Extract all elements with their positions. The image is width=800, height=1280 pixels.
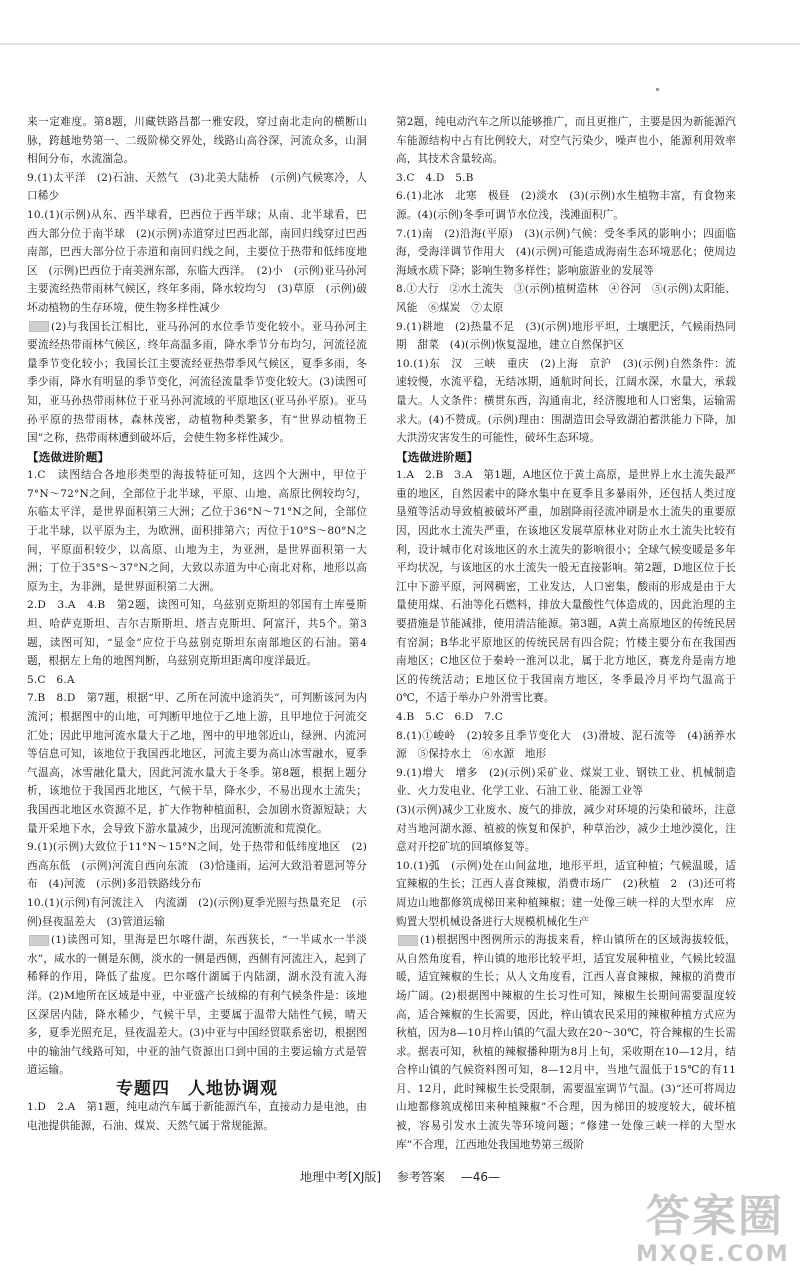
paragraph: 第2题，纯电动汽车之所以能够推广，而且更推广，主要是因为新能源汽车能源结构中占有比例较大，对空气污染少，噪声也小，能源利用效率高，其技术含量较高。 [396, 116, 736, 166]
paragraph [27, 318, 367, 448]
footer-subject: 地理中考[XJ版] [299, 1170, 382, 1184]
paragraph [396, 931, 736, 1154]
paragraph: 来一定难度。第8题，川藏铁路昌都一雅安段，穿过南北走向的横断山脉，跨越地势第一、二级阶梯交界处，线路山高谷深，河流众多，山洞相间分布，水流湍急。 [27, 116, 367, 166]
paragraph: 3.C 4.D 5.B [396, 171, 474, 184]
watermark-logo [606, 1180, 790, 1270]
top-divider [0, 43, 800, 45]
paragraph: 10.(1)弧 (示例)处在山间盆地，地形平坦，适宜种植；气候温暖，适宜辣椒的生长；江西人喜食辣椒，消费市场广 (2)秋植 2 (3)还可将周边山地都修筑成梯田来种植辣椒；建一处像三峡一样的大型水库 应购置大型机械设备进行大规模机械化生产 [396, 859, 736, 928]
paragraph: 8.(1)①峻岭 (2)较多且季节变化大 (3)滑坡、泥石流等 (4)涵养水源 ⑤保持水土 ⑥水源 地形 [396, 729, 736, 761]
paragraph: (3)(示例)减少工业废水、废气的排放，减少对环境的污染和破坏，注意对当地河湖水源、植被的恢复和保护，种草治沙，减少土地沙漠化，注意对开挖矿坑的回填修复等。 [396, 803, 736, 854]
page-number: —46— [460, 1170, 501, 1184]
paragraph: 9.(1)耕地 (2)热量不足 (3)(示例)地形平坦，土壤肥沃，气候雨热同期 甜菜 (4)(示例)恢复湿地，建立自然保护区 [396, 320, 736, 352]
footer-label: 参考答案 [396, 1170, 445, 1184]
paragraph: 9.(1)增大 增多 (2)(示例)采矿业、煤炭工业、钢铁工业、机械制造业、火力发电业、化学工业、石油工业、能源工业等 [396, 766, 736, 798]
speck [656, 88, 659, 91]
paragraph: 10.(1)东 汉 三峡 重庆 (2)上海 京沪 (3)(示例)自然条件：流速较慢，水流平稳，无结冰期，通航时间长，江阔水深，水量大，承载量大。人文条件：横贯东西，沟通南北，经济腹地和人口密集，运输需求大。(4)不赞成。(示例)理由：围湖造田会导致湖泊蓄洪能力下降，加大洪涝灾害发生的可能性，破坏生态环境。 [396, 357, 736, 445]
paragraph-text: (1)根据图中图例所示的海拔来看，梓山镇所在的区域海拔较低，从自然角度看，梓山镇的地形比较平坦，适宜发展种植业，气候比较温暖，适宜辣椒的生长；从人文角度看，江西人喜食辣椒，辣椒的消费市场广阔。(2)根据图中辣椒的生长习性可知，辣椒生长期间需要温度较高，适合辣椒的生长需要，因此，梓山镇农民采用的辣椒种植方式应为秋植，因为8—10月梓山镇的气温大致在20～30℃，符合辣椒的生长需求。据表可知，秋植的辣椒播种期为8月上旬，采收期在10—12月，结合梓山镇的气候资料图可知，8—12月中，当地气温低于15℃的有11月、12月，此时辣椒生长受限制，需要温室调节气温。(3)“还可将周边山地都修筑成梯田来种植辣椒”不合理，因为梯田的坡度较大，破坏植被，容易引发水土流失等环境问题；“修建一处像三峡一样的大型水库”不合理，江西地处我国地势第三级阶 [396, 934, 736, 1151]
paragraph: 10.(1)(示例)有河流注入 内流湖 (2)(示例)夏季光照与热量充足 (示例)昼夜温差大 (3)管道运输 [27, 896, 367, 928]
analysis-tag-icon [29, 321, 49, 332]
paragraph: 6.(1)北冰 北寒 极昼 (2)淡水 (3)(示例)水生植物丰富，有食物来源。(4)(示例)冬季可调节水位浅，浅滩面积广。 [396, 190, 736, 221]
paragraph: 5.C 6.A [27, 673, 75, 686]
analysis-tag-icon [398, 935, 418, 946]
paragraph: 7.B 8.D 第7题，根据“甲、乙所在河流中途消失”，可判断该河为内流河；根据图中的山地，可判断甲地位于乙地上游，且甲地位于河流交汇处；因此甲地河流水量大于乙地，图中的甲地邻近山，绿洲、内流河等信息可知，该地位于我国西北地区，河流主要为高山冰雪融水，夏季气温高，冰雪融化量大，因此河流水量大于冬季。第8题，根据上题分析，该地位于我国西北地区，气候干旱，降水少，不易出现水土流失；我国西北地区水资源不足，扩大作物种植面积，会加剧水资源短缺；大量开采地下水，会导致下游水量减少，出现河流断流和荒漠化。 [27, 692, 367, 835]
analysis-tag-icon [29, 935, 49, 946]
watermark-cn: 答案圈 [646, 1191, 784, 1242]
paragraph: 1.A 2.B 3.A 第1题，A地区位于黄土高原，是世界上水土流失最严重的地区，自然因素中的降水集中在夏季且多暴雨外，还包括人类过度垦殖等活动导致植被破坏严重，加剧降雨径流冲刷是水土流失的重要原因，因此水土流失严重，在该地区发展草原林业对防止水土流失比较有利，设计城市化对该地区的水土流失的影响很小；全球气候变暖是多年平均状况，与该地区的水土流失一般无直接影响。第2题，D地区位于长江中下游平原，河网稠密，工业发达，人口密集，酸雨的形成是由于大量使用煤、石油等化石燃料，排放大量酸性气体造成的，因此治理的主要措施是节能减排，使用清洁能源。第3题，A黄土高原地区的传统民居有窑洞；B华北平原地区的传统民居有四合院；竹楼主要分布在我国西南地区；C地区位于秦岭一淮河以北，属于北方地区，赛龙舟是南方地区的传统活动；E地区位于我国南方地区，冬季最冷月平均气温高于0℃，不适于举办户外滑雪比赛。 [396, 469, 736, 705]
paragraph: 1.C 读图结合各地形类型的海拔特征可知，这四个大洲中，甲位于7°N～72°N之间，全部位于北半球，平原、山地、高原比例较均匀，东临太平洋，是世界面积第三大洲；乙位于36°N～71°N之间，全部位于北半球，以平原为主，为欧洲，面积排第六；丙位于10°S～80°N之间，平原面积较少，以高原、山地为主，为亚洲，是世界面积第一大洲；丁位于35°S～37°N之间，大致以赤道为中心南北对称，地形以高原为主，为非洲，是世界面积第二大洲。 [27, 469, 367, 593]
section-heading: 【选做进阶题】 [27, 449, 110, 464]
paragraph: 10.(1)(示例)从东、西半球看，巴西位于西半球；从南、北半球看，巴西大部分位于南半球 (2)(示例)赤道穿过巴西北部，南回归线穿过巴西南部，巴西大部分位于赤道和南回归线之间，主要位于热带和低纬度地区 (示例)巴西位于南美洲东部，东临大西洋。 (2)小 (示例)亚马孙河主要流经热带雨林气候区，终年多雨，降水较均匀 (3)草原 (示例)破坏动植物的生存环境，使生物多样性减少 [27, 208, 367, 314]
left-column [27, 113, 367, 1136]
paragraph-text: (1)读图可知，里海是巴尔喀什湖，东西狭长，“一半咸水一半淡水”，咸水的一侧是东侧，淡水的一侧是西侧，西侧有河流注入，起到了稀释的作用，降低了盐度。巴尔喀什湖属于内陆湖，湖水没有流入海洋。(2)M地所在区域是中亚，中亚盛产长绒棉的有利气候条件是：该地区深居内陆，降水稀少，气候干旱，主要属于温带大陆性气候，晴天多，夏季光照充足，昼夜温差大。(3)中亚与中国经贸联系密切，根据图中的输油气线路可知，中亚的油气资源出口到中国的主要运输方式是管道运输。 [27, 934, 367, 1077]
paragraph-text: (2)与我国长江相比，亚马孙河的水位季节变化较小。亚马孙河主要流经热带雨林气候区，终年高温多雨，降水季节分布均匀，河流径流量季节变化较小；我国长江主要流经亚热带季风气候区，夏季多雨，冬季少雨，降水有明显的季节变化，河流径流量季节变化较大。(3)读图可知，亚马孙热带雨林位于亚马孙河流域的平原地区(亚马孙平原)。亚马孙平原的热带雨林，森林茂密，动植物种类繁多，有“世界动植物王国”之称，热带雨林遭到破坏后，会使生物多样性减少。 [27, 320, 367, 445]
watermark-en: MXQE.COM [636, 1242, 790, 1267]
paragraph: 1.D 2.A 第1题，纯电动汽车属于新能源汽车，直接动力是电池，由电池提供能源，石油、煤炭、天然气属于常规能源。 [27, 1101, 367, 1133]
paragraph [27, 931, 367, 1080]
paragraph: 8.①大行 ②水土流失 ③(示例)植树造林 ④谷河 ⑤(示例)太阳能、风能 ⑥煤炭 ⑦太原 [396, 283, 736, 314]
paragraph: 7.(1)南 (2)沿海(平原) (3)(示例)气候：受冬季风的影响小；四面临海，受海洋调节作用大 (4)(示例)可能造成海南生态环境恶化；使周边海域水质下降；影响生物多样性；影响旅游业的发展等 [396, 227, 736, 277]
paragraph: 4.B 5.C 6.D 7.C [396, 711, 503, 723]
topic-title: 专题四 人地协调观 [116, 1078, 278, 1099]
paragraph: 9.(1)(示例)大致位于11°N～15°N之间，处于热带和低纬度地区 (2)西高东低 (示例)河流自西向东流 (3)恰逢雨，运河大致沿着恩河等分布 (4)河流 (示例)多沿铁路线分布 [27, 841, 367, 891]
paragraph: 2.D 3.A 4.B 第2题，读图可知，乌兹别克斯坦的邻国有土库曼斯坦、哈萨克斯坦、吉尔吉斯斯坦、塔吉克斯坦、阿富汗，共5个。第3题，读图可知，“显金”应位于乌兹别克斯坦东南部地区的石油。第4题，根据左上角的地图判断，乌兹别克斯坦距离印度洋最近。 [27, 599, 367, 668]
right-column [396, 113, 736, 1154]
paragraph: 9.(1)太平洋 (2)石油、天然气 (3)北美大陆桥 (示例)气候寒冷，人口稀少 [27, 171, 367, 203]
section-heading: 【选做进阶题】 [396, 449, 479, 464]
